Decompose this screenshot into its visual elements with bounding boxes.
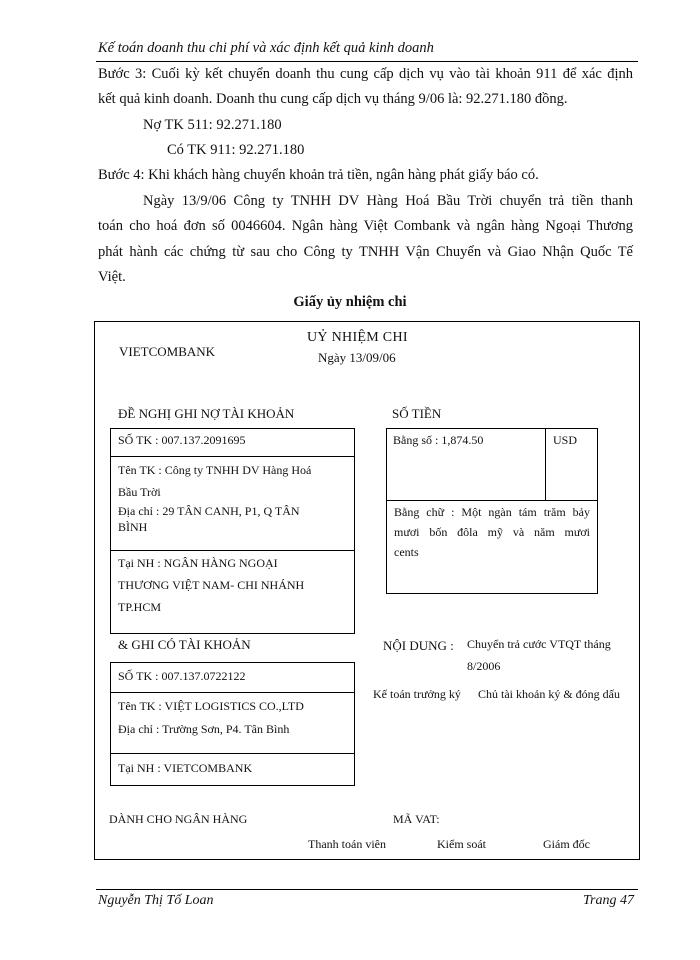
divider xyxy=(386,500,598,501)
bank-use-label: DÀNH CHO NGÂN HÀNG xyxy=(109,812,248,826)
divider xyxy=(110,753,355,754)
divider xyxy=(545,428,546,500)
running-header: Kế toán doanh thu chi phí và xác định kết quả kinh doanh xyxy=(98,40,434,56)
content-label: NỘI DUNG : xyxy=(383,638,454,653)
amount-in-figures: Bằng số : 1,874.50 xyxy=(393,433,484,447)
credit-entry: Có TK 911: 92.271.180 xyxy=(167,142,305,158)
debit-account-header: ĐỀ NGHỊ GHI NỢ TÀI KHOẢN xyxy=(118,406,295,421)
divider xyxy=(110,456,355,457)
controller-signature: Kiểm soát xyxy=(437,837,486,851)
divider xyxy=(110,550,355,551)
page-number: Trang 47 xyxy=(583,893,634,908)
credit-account-name: Tên TK : VIỆT LOGISTICS CO.,LTD xyxy=(118,699,304,713)
figure-caption: Giấy ủy nhiệm chi xyxy=(293,294,407,310)
debit-entry: Nợ TK 511: 92.271.180 xyxy=(143,117,282,133)
footer-author: Nguyễn Thị Tố Loan xyxy=(98,893,214,908)
debit-address-line1: Địa chỉ : 29 TÂN CANH, P1, Q TÂN xyxy=(118,504,300,518)
director-signature: Giám đốc xyxy=(543,837,590,851)
credit-address: Địa chỉ : Trường Sơn, P4. Tân Bình xyxy=(118,722,290,736)
vat-code-label: MÃ VAT: xyxy=(393,812,440,826)
content-line2: 8/2006 xyxy=(467,659,501,673)
debit-account-name-line1: Tên TK : Công ty TNHH DV Hàng Hoá xyxy=(118,463,312,477)
credit-account-header: & GHI CÓ TÀI KHOẢN xyxy=(118,637,251,652)
amount-header: SỐ TIỀN xyxy=(392,406,442,421)
debit-account-name-line2: Bầu Trời xyxy=(118,485,161,499)
amount-words-line1: Bằng chữ : Một ngàn tám trăm bảy xyxy=(394,505,590,519)
paragraph-line3: phát hành các chứng từ sau cho Công ty TNHH Vận Chuyển và Giao Nhận Quốc Tế xyxy=(98,244,633,260)
account-holder-signature: Chủ tài khoản ký & đóng dấu xyxy=(478,687,620,701)
debit-bank-line1: Tại NH : NGÂN HÀNG NGOẠI xyxy=(118,556,278,570)
debit-address-line2: BÌNH xyxy=(118,520,148,534)
amount-in-words xyxy=(394,502,590,562)
divider xyxy=(110,692,355,693)
debit-account-number: SỐ TK : 007.137.2091695 xyxy=(118,433,246,447)
debit-bank-line3: TP.HCM xyxy=(118,600,162,614)
amount-words-line3: cents xyxy=(394,545,419,559)
chief-accountant-signature: Kế toán trưởng ký xyxy=(373,687,461,701)
content-line1: Chuyển trả cước VTQT tháng xyxy=(467,637,611,651)
currency: USD xyxy=(553,433,578,447)
step4-line: Bước 4: Khi khách hàng chuyển khoản trả tiền, ngân hàng phát giấy báo có. xyxy=(98,167,539,183)
step3-line2: kết quả kinh doanh. Doanh thu cung cấp dịch vụ tháng 9/06 là: 92.271.180 đồng. xyxy=(98,91,568,107)
paragraph-line2: toán cho hoá đơn số 0046604. Ngân hàng Việt Combank và ngân hàng Ngoại Thương xyxy=(98,218,633,234)
teller-signature: Thanh toán viên xyxy=(308,837,386,851)
header-rule xyxy=(96,61,638,62)
footer-rule xyxy=(96,889,638,890)
step3-line1: Bước 3: Cuối kỳ kết chuyển doanh thu cung cấp dịch vụ vào tài khoản 911 để xác định xyxy=(98,66,633,82)
paragraph-line4: Việt. xyxy=(98,269,126,285)
debit-bank-line2: THƯƠNG VIỆT NAM- CHI NHÁNH xyxy=(118,578,305,592)
credit-account-number: SỐ TK : 007.137.0722122 xyxy=(118,669,246,683)
credit-bank: Tại NH : VIETCOMBANK xyxy=(118,761,253,775)
bank-name: VIETCOMBANK xyxy=(119,344,216,359)
paragraph-line1: Ngày 13/9/06 Công ty TNHH DV Hàng Hoá Bầu Trời chuyển trả tiền thanh xyxy=(143,193,633,209)
amount-words-line2: mươi bốn đôla mỹ và năm mươi xyxy=(394,525,590,539)
form-title: UỶ NHIỆM CHI xyxy=(307,330,408,345)
form-date: Ngày 13/09/06 xyxy=(318,350,396,365)
